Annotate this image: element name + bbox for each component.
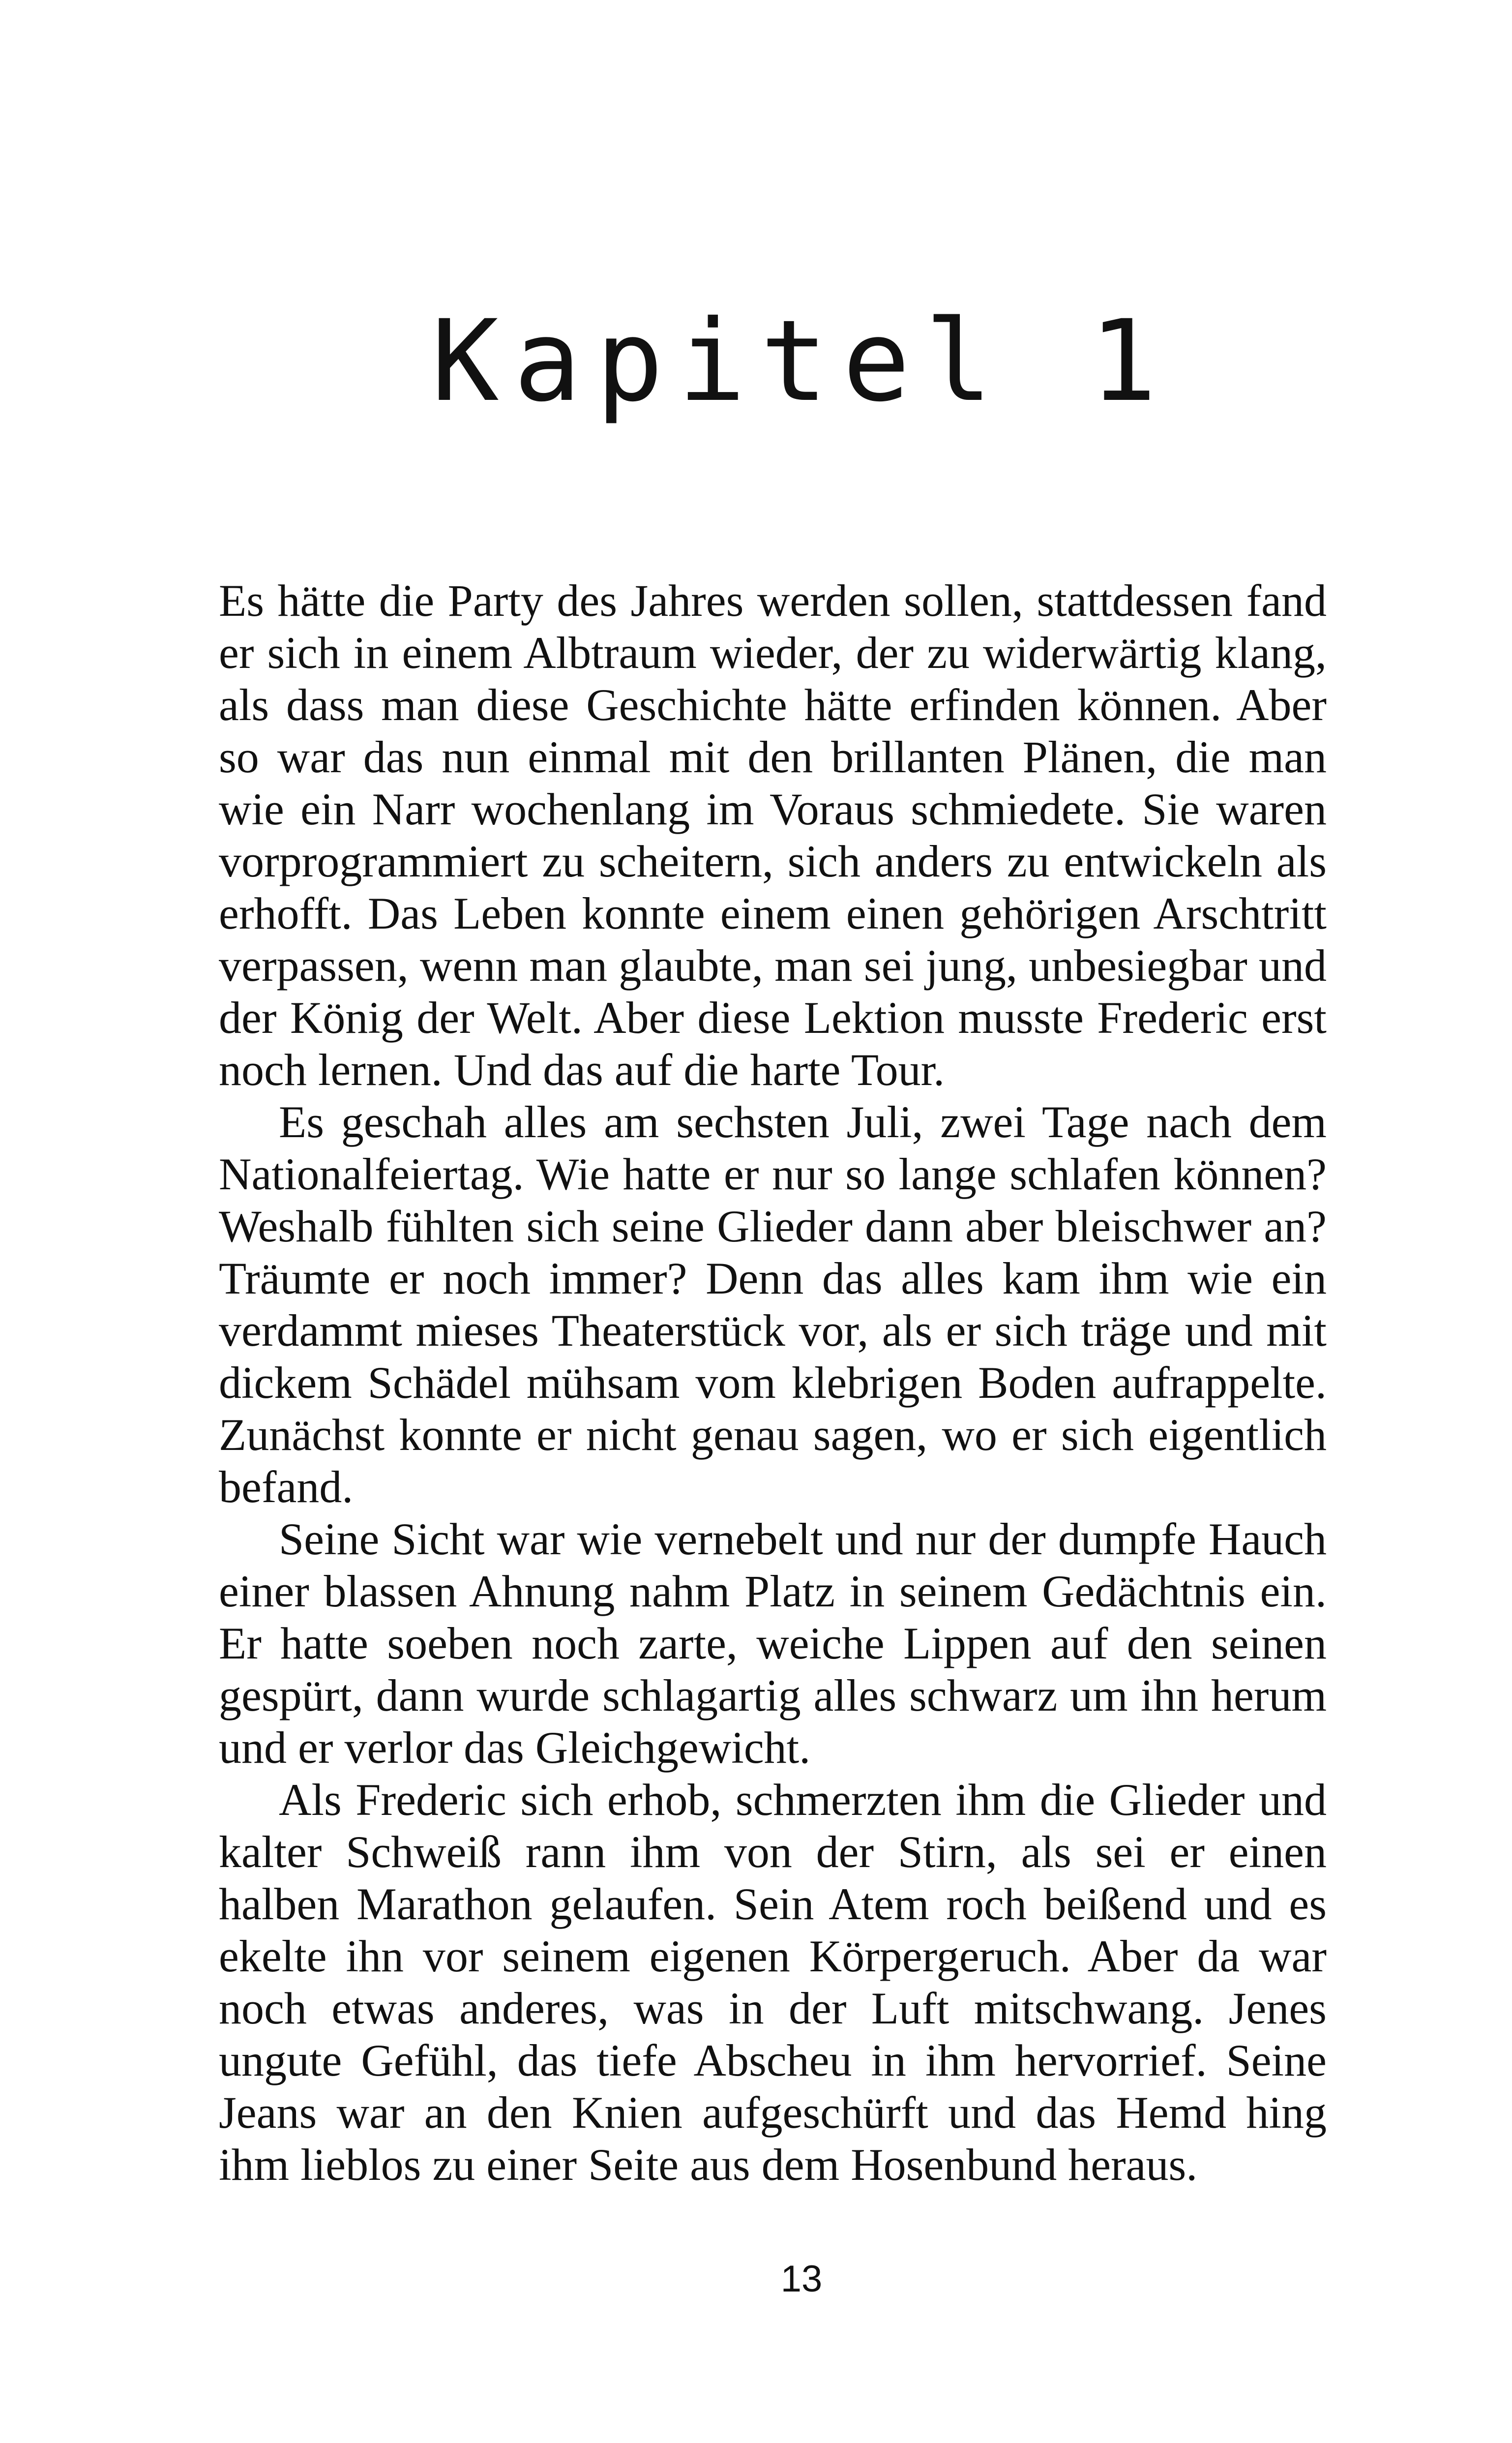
paragraph: Es geschah alles am sechsten Juli, zwei Tage nach dem Nationalfeiertag. Wie hatte er nur so lange schlafen können? Weshalb fühlten sich seine Glieder dann aber bleischwer an? Träumte er noch immer? Denn das alles kam ihm wie ein verdammt mieses Theaterstück vor, als er sich träge und mit dickem Schädel mühsam vom klebrigen Boden aufrappelte. Zunächst konnte er nicht genau sagen, wo er sich eigentlich befand. bbox=[219, 1097, 1327, 1512]
chapter-body bbox=[219, 574, 1327, 2191]
paragraph: Als Frederic sich erhob, schmerzten ihm die Glieder und kalter Schweiß rann ihm von der Stirn, als sei er einen halben Marathon gelaufen. Sein Atem roch beißend und es ekelte ihn vor seinem eigenen Körpergeruch. Aber da war noch etwas anderes, was in der Luft mitschwang. Jenes ungute Gefühl, das tiefe Abscheu in ihm hervorrief. Seine Jeans war an den Knien aufgeschürft und das Hemd hing ihm lieblos zu einer Seite aus dem Hosenbund heraus. bbox=[219, 1775, 1327, 2190]
paragraph: Seine Sicht war wie vernebelt und nur der dumpfe Hauch einer blassen Ahnung nahm Platz in seinem Gedächtnis ein. Er hatte soeben noch zarte, weiche Lippen auf den seinen gespürt, dann wurde schlagartig alles schwarz um ihn herum und er verlor das Gleichgewicht. bbox=[219, 1514, 1327, 1773]
paragraph: Es hätte die Party des Jahres werden sollen, stattdessen fand er sich in einem Albtraum wieder, der zu widerwärtig klang, als dass man diese Geschichte hätte erfinden können. Aber so war das nun einmal mit den brillanten Plänen, die man wie ein Narr wochenlang im Voraus schmiedete. Sie waren vorprogrammiert zu scheitern, sich anders zu entwickeln als erhofft. Das Leben konnte einem einen gehörigen Arschtritt verpassen, wenn man glaubte, man sei jung, unbesiegbar und der König der Welt. Aber diese Lektion musste Frederic erst noch lernen. Und das auf die harte Tour. bbox=[219, 575, 1327, 1095]
chapter-title: Kapitel 1 bbox=[431, 296, 1172, 426]
page-number: 13 bbox=[780, 2258, 823, 2300]
